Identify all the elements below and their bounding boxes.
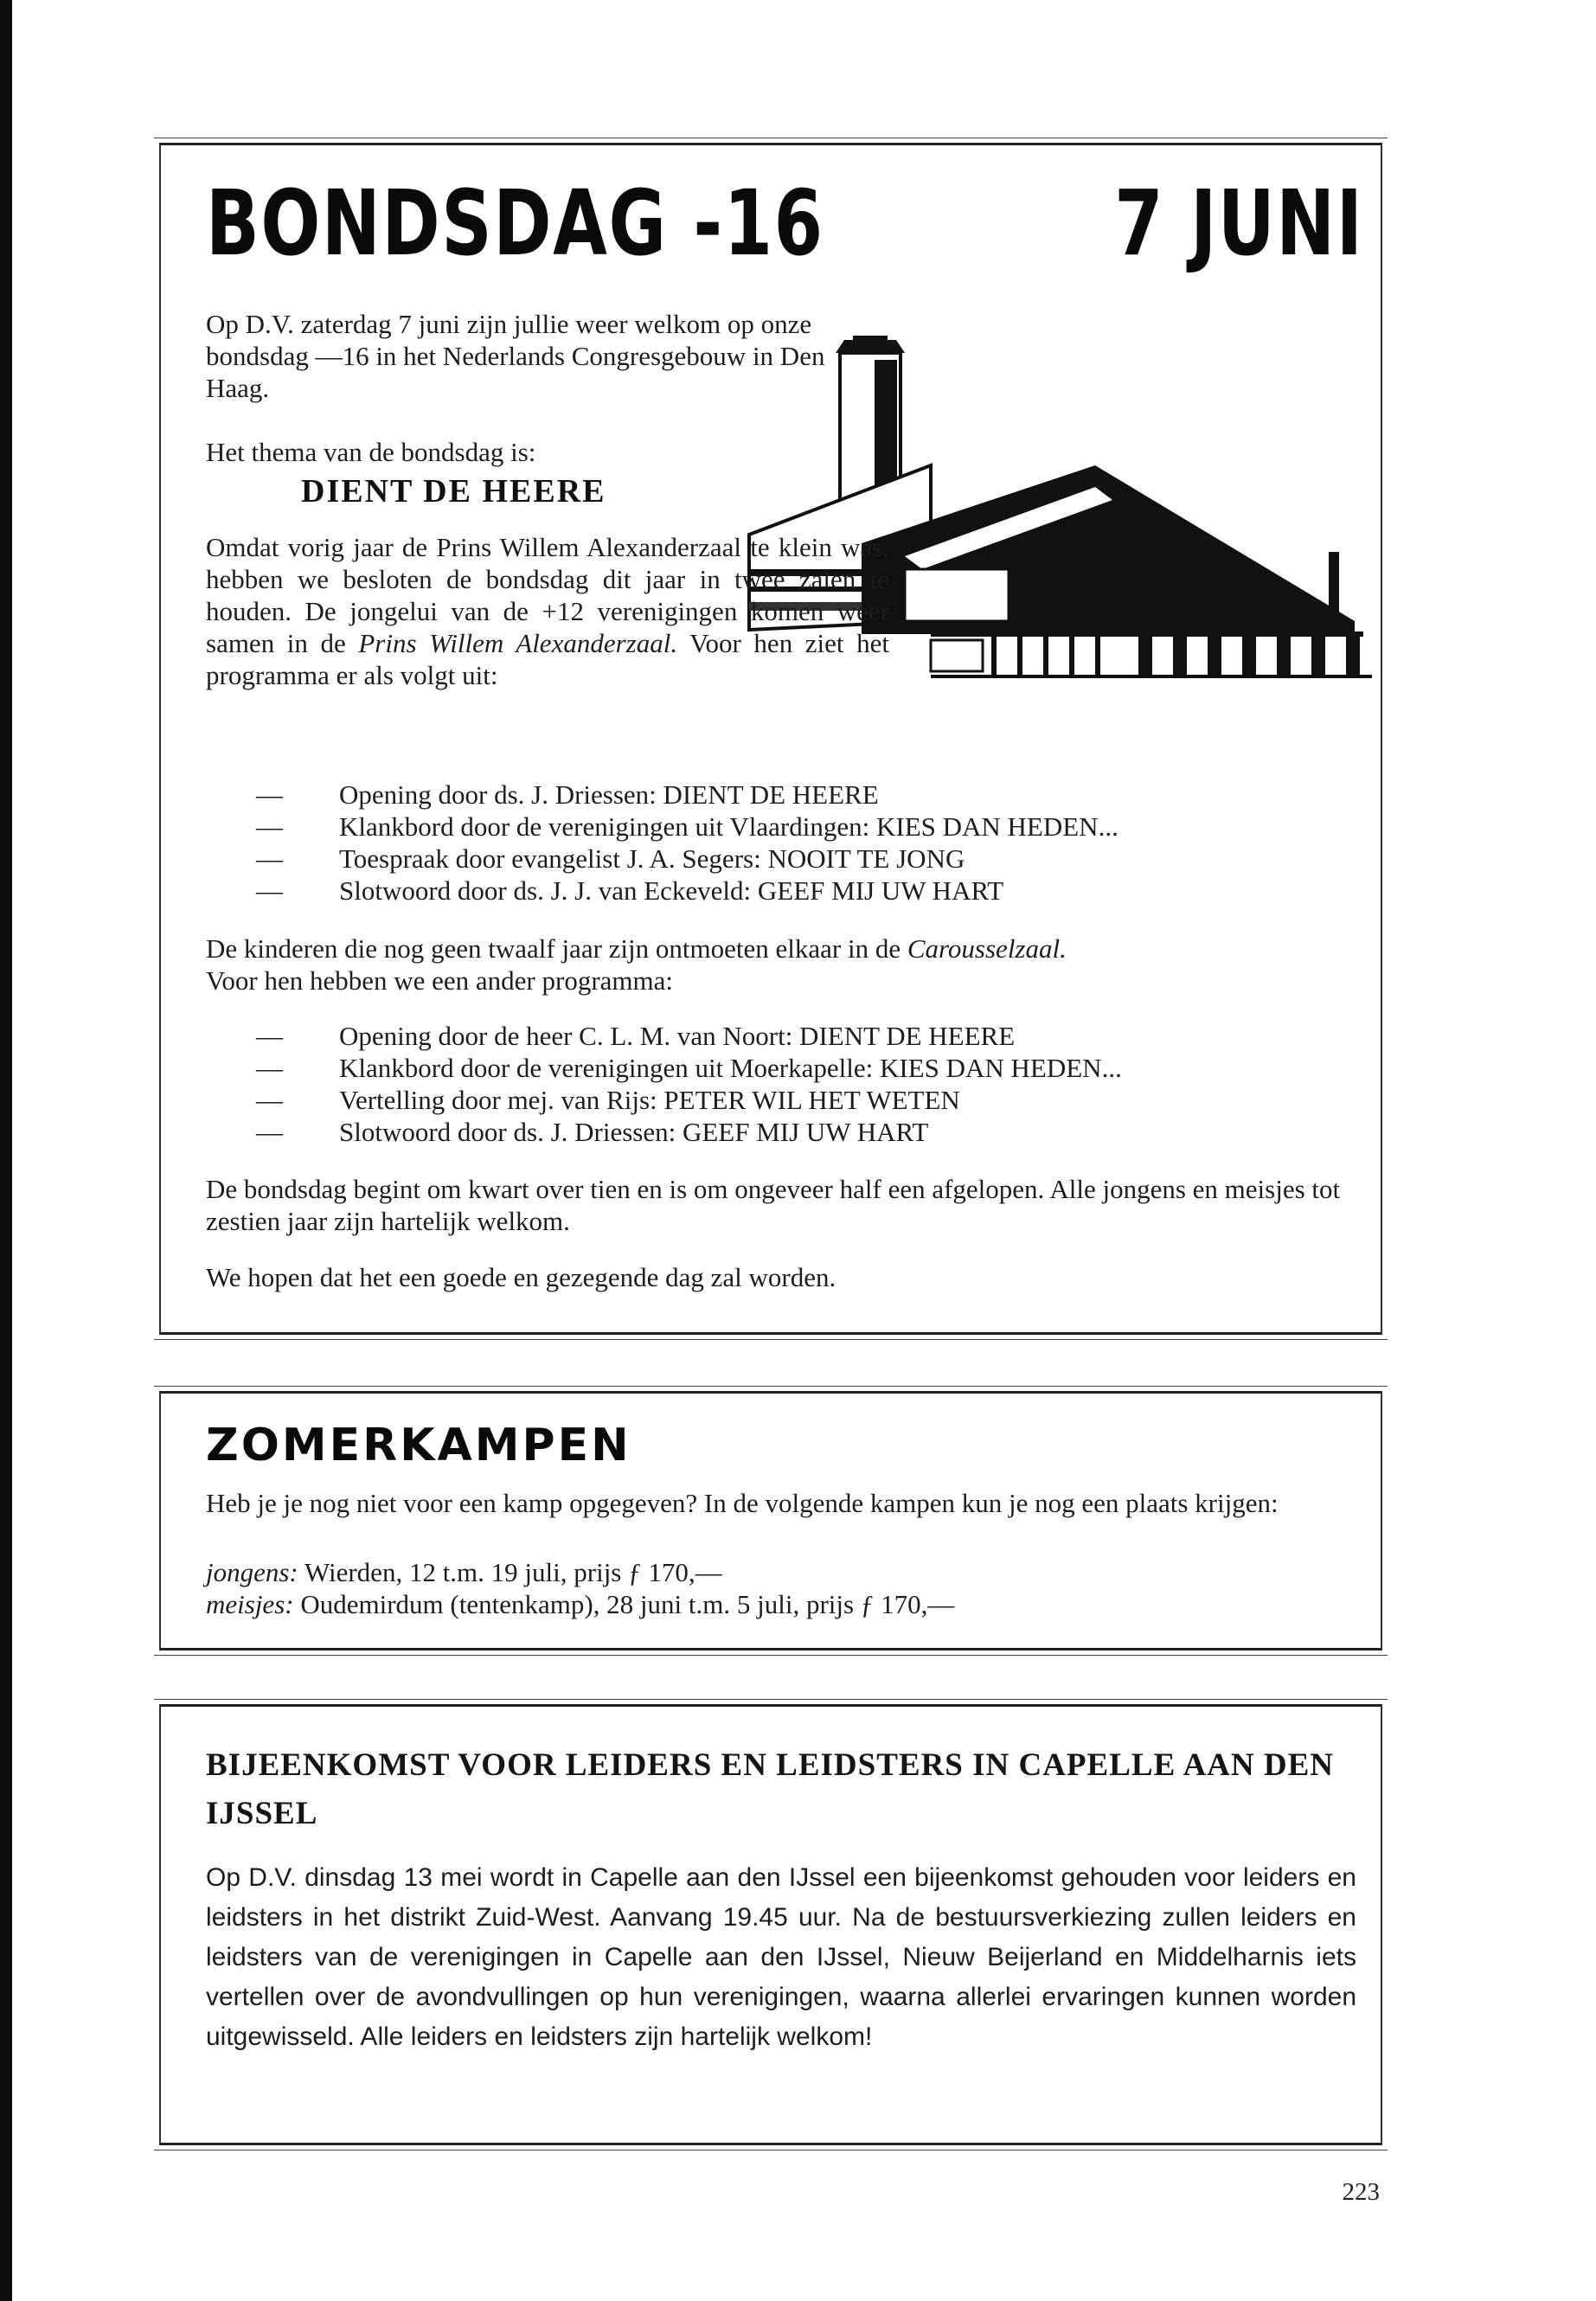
list-item: — Opening door ds. J. Driessen: DIENT DE HEERE <box>256 779 879 810</box>
camp-row-meisjes: meisjes: Oudemirdum (tentenkamp), 28 juni t.m. 5 juli, prijs ƒ 170,— <box>206 1589 955 1619</box>
bondsdag-intro: Op D.V. zaterdag 7 juni zijn jullie weer welkom op onze bondsdag —16 in het Nederlands Congresgebouw in Den Haag. <box>206 309 825 403</box>
bondsdag-title: BONDSDAG -16 <box>206 170 824 276</box>
bijeenkomst-body: Op D.V. dinsdag 13 mei wordt in Capelle aan den IJssel een bijeenkomst gehouden voor leiders en leidsters in het distrikt Zuid-West. Aanvang 19.45 uur. Na de bestuursverkiezing zullen leiders en leidsters van de verenigingen in Capelle aan den IJssel, Nieuw Beijerland en Middelharnis iets vertellen over de avondvullingen op hun verenigingen, waarna allerlei ervaringen kunnen worden uitgewisseld. Alle leiders en leidsters zijn hartelijk welkom! <box>206 1863 1356 2051</box>
page-spine-edge <box>0 0 12 2301</box>
zomerkampen-article <box>159 1391 1382 1650</box>
camp-row-jongens: jongens: Wierden, 12 t.m. 19 juli, prijs ƒ 170,— <box>206 1557 722 1587</box>
hall-name-carousselzaal: Carousselzaal. <box>907 933 1067 964</box>
bondsdag-article <box>159 143 1382 1335</box>
list-item: — Klankbord door de verenigingen uit Moerkapelle: KIES DAN HEDEN... <box>256 1053 1122 1083</box>
bijeenkomst-title: BIJEENKOMST VOOR LEIDERS EN LEIDSTERS IN CAPELLE AAN DEN IJSSEL <box>206 1747 1334 1831</box>
bijeenkomst-article <box>159 1704 1382 2145</box>
bondsdag-hope: We hopen dat het een goede en gezegende dag zal worden. <box>206 1262 836 1292</box>
zomerkampen-title: ZOMERKAMPEN <box>206 1420 631 1471</box>
hall-name-alexanderzaal: Prins Willem Alexanderzaal. <box>358 628 678 658</box>
list-item: — Vertelling door mej. van Rijs: PETER WIL HET WETEN <box>256 1085 960 1115</box>
bondsdag-paragraph-1: Omdat vorig jaar de Prins Willem Alexanderzaal te klein was, hebben we besloten de bondsdag dit jaar in twee zalen te houden. De jongelui van de +12 verenigingen komen weer samen in de Prins Willem Alexanderzaal. Voor hen ziet het programma er als volgt uit: <box>206 532 889 690</box>
page-number: 223 <box>1342 2178 1380 2206</box>
list-item: — Toespraak door evangelist J. A. Segers: NOOIT TE JONG <box>256 843 965 874</box>
bondsdag-date: 7 JUNI <box>1113 170 1363 276</box>
list-item: — Klankbord door de verenigingen uit Vlaardingen: KIES DAN HEDEN... <box>256 811 1118 842</box>
bondsdag-closing: De bondsdag begint om kwart over tien en is om ongeveer half een afgelopen. Alle jongens en meisjes tot zestien jaar zijn hartelijk welkom. <box>206 1174 1341 1236</box>
zomerkampen-intro: Heb je je nog niet voor een kamp opgegeven? In de volgende kampen kun je nog een plaats krijgen: <box>206 1488 1279 1518</box>
program-list-children <box>256 1020 1363 1148</box>
list-item: — Opening door de heer C. L. M. van Noort: DIENT DE HEERE <box>256 1021 1016 1051</box>
list-item: — Slotwoord door ds. J. Driessen: GEEF MIJ UW HART <box>256 1117 929 1147</box>
program-list-youth <box>256 779 1363 907</box>
list-item: — Slotwoord door ds. J. J. van Eckeveld: GEEF MIJ UW HART <box>256 875 1004 906</box>
theme-heading: DIENT DE HEERE <box>301 473 606 510</box>
theme-label: Het thema van de bondsdag is: <box>206 437 536 467</box>
bondsdag-paragraph-2: De kinderen die nog geen twaalf jaar zijn ontmoeten elkaar in de Carousselzaal. Voor hen hebben we een ander programma: <box>206 933 1067 996</box>
